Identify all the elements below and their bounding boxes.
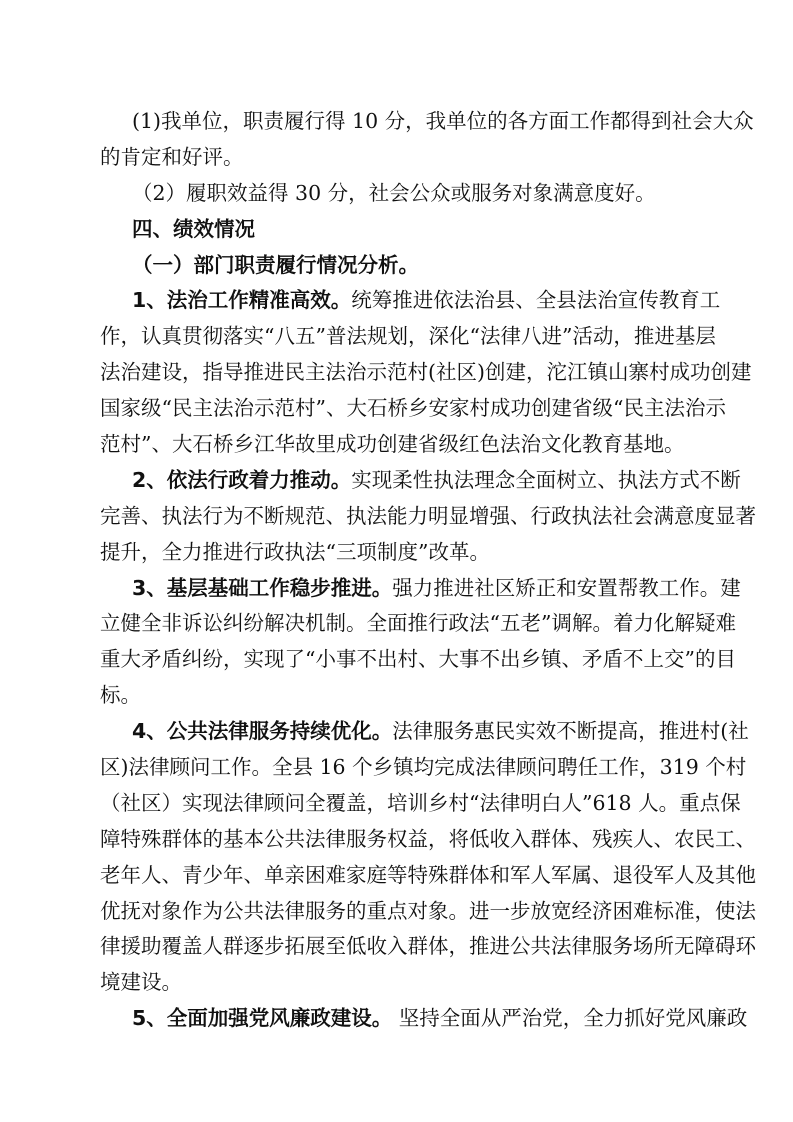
text-line — [100, 355, 752, 391]
body-text: 重大矛盾纠纷，实现了“小事不出村、大事不出乡镇、矛盾不上交”的目 — [100, 647, 736, 672]
body-text: 法律服务惠民实效不断提高，推进村(社 — [392, 719, 749, 744]
text-line — [100, 894, 756, 930]
body-text: （社区）实现法律顾问全覆盖，培训乡村“法律明白人”618 人。重点保 — [100, 790, 741, 815]
text-line — [100, 104, 754, 140]
body-text: 提升，全力推进行政执法“三项制度”改革。 — [100, 539, 490, 564]
body-text: 强力推进社区矫正和安置帮教工作。建 — [392, 575, 741, 600]
body-text: 区)法律顾问工作。全县 16 个乡镇均完成法律顾问聘任工作，319 个村 — [100, 755, 747, 780]
body-text: 实现柔性执法理念全面树立、执法方式不断 — [351, 467, 741, 492]
bold-heading: （一）部门职责履行情况分析。 — [132, 252, 419, 277]
body-text: 立健全非诉讼纠纷解决机制。全面推行政法“五老”调解。着力化解疑难 — [100, 611, 736, 636]
text-line — [100, 606, 736, 642]
body-text: 标。 — [100, 683, 141, 708]
text-line — [100, 678, 703, 714]
body-text: 统筹推进依法治县、全县法治宣传教育工 — [351, 288, 721, 313]
text-line — [100, 427, 703, 463]
body-text: 完善、执法行为不断规范、执法能力明显增强、行政执法社会满意度显著 — [100, 503, 756, 528]
text-line — [100, 714, 749, 750]
text-line — [100, 140, 703, 176]
text-line — [100, 248, 703, 284]
body-text: 坚持全面从严治党，全力抓好党风廉政 — [392, 1006, 748, 1031]
text-line — [100, 642, 736, 678]
bold-heading: 4、公共法律服务持续优化。 — [132, 719, 393, 744]
document-page — [100, 104, 756, 1037]
text-line — [100, 499, 756, 535]
text-line — [100, 1001, 748, 1037]
body-text: 境建设。 — [100, 970, 182, 995]
text-line — [100, 319, 716, 355]
text-line — [100, 822, 756, 858]
bold-heading: 四、绩效情况 — [132, 216, 255, 241]
text-line — [100, 212, 703, 248]
text-line — [100, 176, 703, 212]
bold-heading: 3、基层基础工作稳步推进。 — [132, 575, 393, 600]
text-line — [100, 786, 741, 822]
text-line — [100, 571, 741, 607]
body-text: 法治建设，指导推进民主法治示范村(社区)创建，沱江镇山寨村成功创建 — [100, 360, 752, 385]
body-text: 律援助覆盖人群逐步拓展至低收入群体，推进公共法律服务场所无障碍环 — [100, 934, 756, 959]
text-line — [100, 858, 756, 894]
body-text: 范村”、大石桥乡江华故里成功创建省级红色法治文化教育基地。 — [100, 432, 685, 457]
body-text: 老年人、青少年、单亲困难家庭等特殊群体和军人军属、退役军人及其他 — [100, 862, 756, 887]
bold-heading: 1、法治工作精准高效。 — [132, 288, 352, 313]
body-text: (1)我单位，职责履行得 10 分，我单位的各方面工作都得到社会大众 — [132, 109, 754, 133]
text-line — [100, 283, 721, 319]
text-line — [100, 391, 726, 427]
text-line — [100, 535, 703, 571]
body-text: 优抚对象作为公共法律服务的重点对象。进一步放宽经济困难标准，使法 — [100, 898, 756, 923]
body-text: 作，认真贯彻落实“八五”普法规划，深化“法律八进”活动，推进基层 — [100, 324, 716, 349]
bold-heading: 5、全面加强党风廉政建设。 — [132, 1006, 393, 1031]
body-text: 国家级“民主法治示范村”、大石桥乡安家村成功创建省级“民主法治示 — [100, 396, 726, 421]
body-text: 的肯定和好评。 — [100, 144, 244, 169]
bold-heading: 2、依法行政着力推动。 — [132, 467, 352, 492]
text-line — [100, 929, 756, 965]
body-text: （2）履职效益得 30 分，社会公众或服务对象满意度好。 — [132, 180, 656, 205]
text-line — [100, 750, 747, 786]
text-line — [100, 463, 741, 499]
body-text: 障特殊群体的基本公共法律服务权益，将低收入群体、残疾人、农民工、 — [100, 826, 756, 851]
text-line — [100, 965, 703, 1001]
